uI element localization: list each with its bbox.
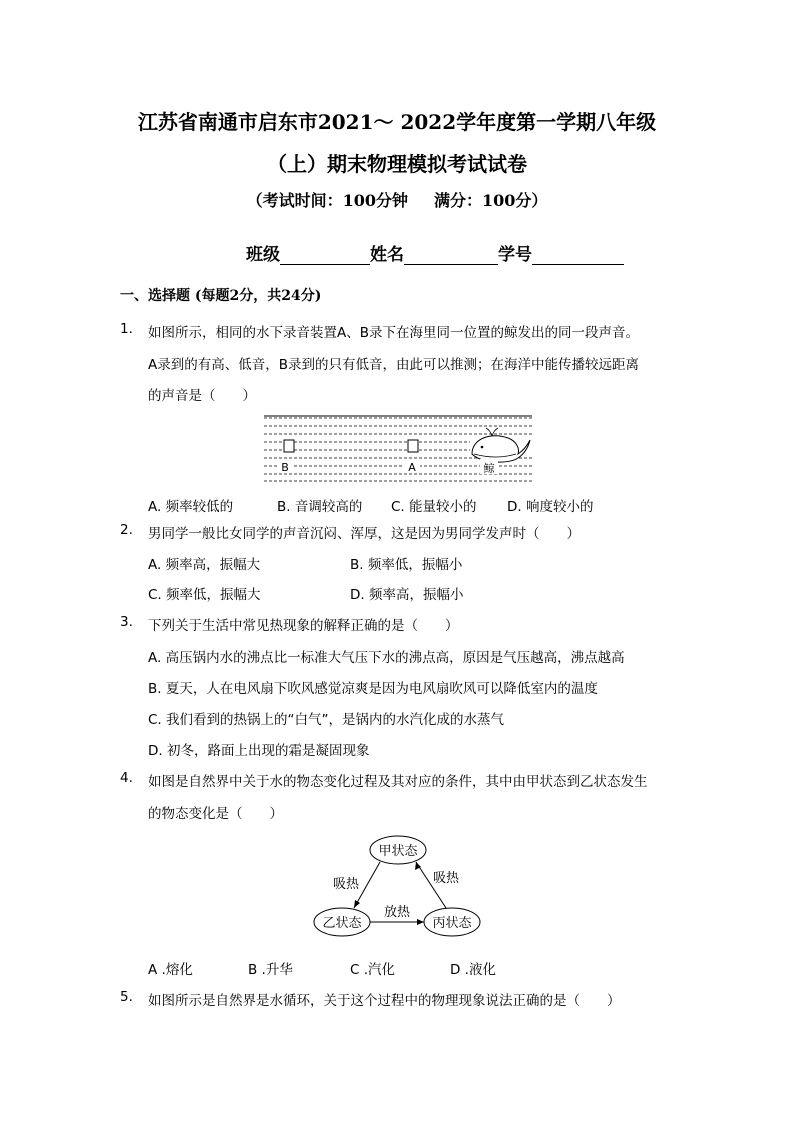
label-b: B xyxy=(281,461,289,474)
question-1-line3: 的声音是（ ） xyxy=(148,388,256,404)
arrow-right-label: 吸热 xyxy=(432,871,460,886)
recorder-b-icon xyxy=(284,440,294,452)
q3-option-b[interactable]: B. 夏天，人在电风扇下吹风感觉凉爽是因为电风扇吹风可以降低室内的温度 xyxy=(148,681,598,697)
question-4-number: 4. xyxy=(120,770,133,786)
id-label: 学号 xyxy=(498,245,532,265)
q1-option-b[interactable]: B. 音调较高的 xyxy=(277,499,363,515)
q4-option-b[interactable]: B .升华 xyxy=(248,962,293,978)
name-label: 姓名 xyxy=(370,245,404,265)
state-top-label: 甲状态 xyxy=(378,844,418,859)
question-4-line2: 的物态变化是（ ） xyxy=(148,806,283,822)
label-a: A xyxy=(408,461,416,474)
sea-recording-figure xyxy=(260,414,536,482)
class-label: 班级 xyxy=(246,245,280,265)
exam-time: （考试时间：100分钟 xyxy=(246,191,408,210)
q3-option-a[interactable]: A. 高压锅内水的沸点比一标准大气压下水的沸点高，原因是气压越高，沸点越高 xyxy=(148,650,625,666)
exam-title-line1: 江苏省南通市启东市2021～ 2022学年度第一学期八年级 xyxy=(137,110,657,134)
question-number: 1. xyxy=(120,321,133,337)
q1-option-d[interactable]: D. 响度较小的 xyxy=(507,499,594,515)
question-5-number: 5. xyxy=(120,989,133,1005)
q4-option-a[interactable]: A .熔化 xyxy=(148,962,193,978)
q2-option-c[interactable]: C. 频率低，振幅大 xyxy=(148,587,261,603)
class-blank[interactable] xyxy=(280,246,370,265)
state-right-label: 丙状态 xyxy=(432,916,472,931)
q2-option-d[interactable]: D. 频率高，振幅小 xyxy=(350,587,464,603)
name-blank[interactable] xyxy=(404,246,498,265)
q4-option-d[interactable]: D .液化 xyxy=(450,962,496,978)
question-1-line1: 如图所示，相同的水下录音装置A、B录下在海里同一位置的鲸发出的同一段声音。 xyxy=(148,325,639,341)
recorder-a-icon xyxy=(408,440,418,452)
student-info-line xyxy=(246,240,624,265)
exam-score: 满分：100分） xyxy=(434,191,548,210)
question-3-number: 3. xyxy=(120,614,133,630)
question-1-line2: A录到的有高、低音，B录到的只有低音，由此可以推测；在海洋中能传播较远距离 xyxy=(148,357,639,373)
q4-option-c[interactable]: C .汽化 xyxy=(350,962,396,978)
arrow-left-label: 吸热 xyxy=(332,877,360,892)
id-blank[interactable] xyxy=(532,246,624,265)
exam-subtitle xyxy=(0,188,794,211)
q1-option-c[interactable]: C. 能量较小的 xyxy=(391,499,477,515)
question-2-line1: 男同学一般比女同学的声音沉闷、浑厚，这是因为男同学发声时（ ） xyxy=(148,526,580,542)
state-left-label: 乙状态 xyxy=(322,916,362,931)
q1-option-a[interactable]: A. 频率较低的 xyxy=(148,499,234,515)
question-2-number: 2. xyxy=(120,522,133,538)
section-title: 一、选择题 (每题2分，共24分) xyxy=(120,288,322,304)
whale-icon xyxy=(472,428,530,462)
question-4-line1: 如图是自然界中关于水的物态变化过程及其对应的条件，其中由甲状态到乙状态发生 xyxy=(148,774,648,790)
question-3-line1: 下列关于生活中常见热现象的解释正确的是（ ） xyxy=(148,618,459,634)
q2-option-a[interactable]: A. 频率高，振幅大 xyxy=(148,557,261,573)
q3-option-d[interactable]: D. 初冬，路面上出现的霜是凝固现象 xyxy=(148,743,370,759)
arrow-bottom-label: 放热 xyxy=(383,905,411,920)
state-change-diagram xyxy=(310,832,490,942)
label-whale: 鲸 xyxy=(483,462,495,475)
q3-option-c[interactable]: C. 我们看到的热锅上的“白气”，是锅内的水汽化成的水蒸气 xyxy=(148,712,504,728)
q2-option-b[interactable]: B. 频率低，振幅小 xyxy=(350,557,463,573)
exam-title-line2: （上）期末物理模拟考试试卷 xyxy=(267,152,527,176)
question-5-line1: 如图所示是自然界是水循环，关于这个过程中的物理现象说法正确的是（ ） xyxy=(148,993,621,1009)
